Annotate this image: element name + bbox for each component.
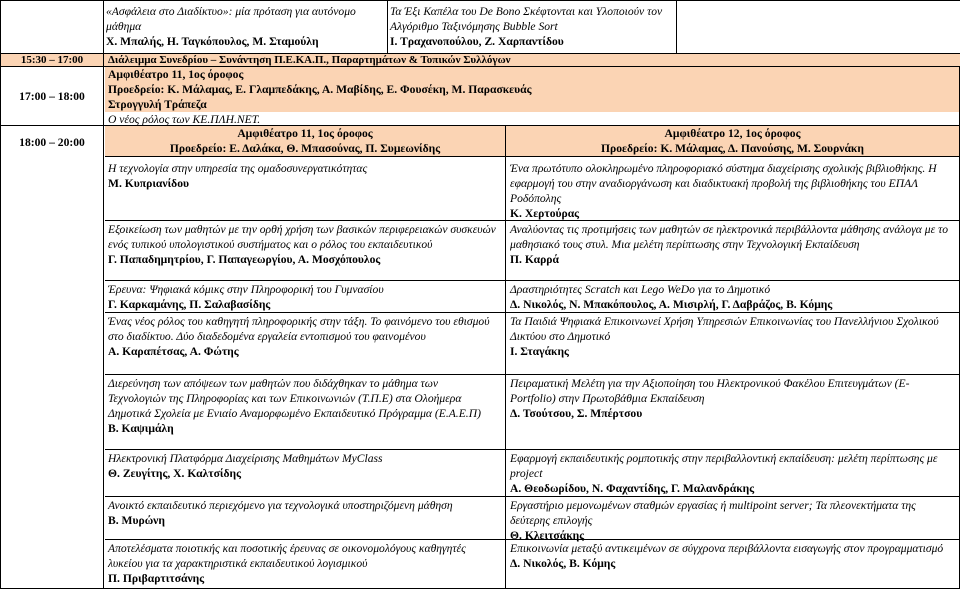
right-paper-5 (510, 376, 955, 421)
paper-authors: Χ. Μπαλής, Η. Ταγκόπουλος, Μ. Σταμούλη (106, 35, 319, 48)
right-paper-3 (510, 282, 955, 312)
paper-separator (105, 220, 959, 221)
chair-label: Προεδρείο: Κ. Μάλαμας, Ε. Γλαμπεδάκης, Α. Μαβίδης, Ε. Φουσέκη, Μ. Παρασκευάς (108, 83, 532, 96)
paper-title: Εξοικείωση των μαθητών με την ορθή χρήση των βασικών περιφερειακών συσκευών ενός τυπικού υπολογιστικού συστήματος και ο ρόλος του εκπαιδευτικού (108, 223, 496, 251)
right-paper-8 (510, 541, 955, 571)
top-left-paper (106, 4, 386, 49)
break-time: 15:30 – 17:00 (0, 54, 104, 66)
paper-authors: Θ. Ζευγίτης, Χ. Καλτσίδης (108, 467, 242, 480)
round-table-row (0, 67, 960, 126)
right-paper-1 (510, 161, 955, 221)
paper-authors: Α. Καραπέτσας, Α. Φώτης (108, 345, 239, 358)
left-paper-7 (108, 498, 503, 528)
left-paper-2 (108, 222, 498, 267)
top-papers-row (0, 0, 960, 54)
time-cell-empty (0, 1, 104, 53)
paper-title: Διερεύνηση των απόψεων των μαθητών που διδάχθηκαν το μάθημα των Τεχνολογιών της Πληροφορίας και των Επικοινωνιών (Τ.Π.Ε) στα Ολοήμερα Δημοτικά Σχολεία με Ενιαίο Αναμορφωμένο Εκπαιδευτικό Πρόγραμμα (Ε.Α.Ε.Π) (108, 377, 481, 420)
paper-title: Ένα πρωτότυπο ολοκληρωμένο πληροφοριακό σύστημα διαχείρισης σχολικής βιβλιοθήκης. Η εφαρμογή του στην αναδιοργάνωση και διαδικτυακή προβολή της βιβλιοθήκης του ΕΠΑΛ Ροδόπολης (510, 162, 937, 205)
paper-authors: Β. Μυρώνη (108, 514, 165, 527)
left-chair: Προεδρείο: Ε. Δαλάκα, Θ. Μπασούνας, Π. Συμεωνίδης (169, 142, 441, 155)
top-divider (387, 1, 388, 53)
left-paper-3 (108, 282, 498, 312)
paper-authors: Π. Καρρά (510, 253, 559, 266)
break-label: Διάλειμμα Συνεδρίου – Συνάντηση Π.Ε.ΚΑ.Π., Παραρτημάτων & Τοπικών Συλλόγων (108, 54, 511, 66)
left-session-header (105, 126, 505, 157)
round-table-time: 17:00 – 18:00 (0, 67, 104, 125)
right-chair: Προεδρείο: Κ. Μάλαμας, Δ. Πανούσης, Μ. Σουρνάκη (601, 142, 864, 155)
paper-authors: Α. Θεοδωρίδου, Ν. Φαχαντίδης, Γ. Μαλανδράκης (510, 482, 755, 495)
paper-separator (105, 539, 959, 540)
paper-authors: Δ. Νικολός, Ν. Μπακόπουλος, Α. Μισιρλή, Γ. Δαβράζος, Β. Κόμης (510, 298, 833, 311)
paper-authors: Δ. Νικολός, Β. Κόμης (510, 557, 616, 570)
left-paper-6 (108, 451, 498, 481)
paper-title: Τα Παιδιά Ψηφιακά Επικοινωνεί Χρήση Υπηρεσιών Επικοινωνίας του Πανελλήνιου Σχολικού Δικτύου στο Δημοτικό (510, 315, 939, 343)
right-paper-7 (510, 498, 955, 543)
right-paper-6 (510, 451, 955, 496)
session-time-label: 18:00 – 20:00 (19, 136, 85, 149)
paper-separator (105, 312, 959, 313)
paper-title: Πειραματική Μελέτη για την Αξιοποίηση του Ηλεκτρονικού Φακέλου Επιτευγμάτων (E-Portfolio) στην Πρωτοβάθμια Εκπαίδευση (510, 377, 910, 405)
left-paper-1 (108, 161, 498, 191)
paper-title: «Ασφάλεια στο Διαδίκτυο»: μία πρόταση για αυτόνομο μάθημα (106, 5, 356, 33)
left-paper-5 (108, 376, 498, 436)
break-row (0, 54, 960, 67)
right-paper-2 (510, 222, 955, 267)
paper-title: Ανοικτό εκπαιδευτικό περιεχόμενο για τεχνολογικά υποστηριζόμενη μάθηση (108, 499, 453, 512)
paper-authors: Κ. Χερτούρας (510, 207, 580, 220)
right-room: Αμφιθέατρο 12, 1ος όροφος (664, 127, 801, 140)
paper-separator (105, 496, 959, 497)
paper-authors: Δ. Τσούτσου, Σ. Μπέρτσου (510, 407, 643, 420)
paper-authors: Ι. Τραχανοπούλου, Ζ. Χαρπαντίδου (390, 35, 564, 48)
session-divider (505, 126, 506, 588)
round-table-subtitle: Ο νέος ρόλος των ΚΕ.ΠΛΗ.ΝΕΤ. (108, 113, 261, 126)
paper-title: Έρευνα: Ψηφιακά κόμικς στην Πληροφορική του Γυμνασίου (108, 283, 384, 296)
round-table-content (108, 67, 948, 127)
paper-title: Εφαρμογή εκπαιδευτικής ρομποτικής στην περιβαλλοντική εκπαίδευση: μελέτη περίπτωσης με project (510, 452, 938, 480)
paper-separator (105, 449, 959, 450)
session-time (0, 126, 104, 588)
paper-authors: Π. Πριβαρτιτσάνης (108, 572, 205, 585)
left-room: Αμφιθέατρο 11, 1ος όροφος (237, 127, 373, 140)
round-table-title: Στρογγυλή Τράπεζα (108, 98, 207, 111)
paper-authors: Γ. Παπαδημητρίου, Γ. Παπαγεωργίου, Α. Μοσχόπουλος (108, 253, 381, 266)
paper-authors: Ι. Σταγάκης (510, 345, 569, 358)
paper-title: Επικοινωνία μεταξύ αντικειμένων σε σύγχρονα περιβάλλοντα εισαγωγής στον προγραμματισμό (510, 542, 944, 555)
paper-title: Αποτελέσματα ποιοτικής και ποσοτικής έρευνας σε οικονομολόγους καθηγητές λυκείου για τα χαρακτηριστικά εκπαιδευτικού λογισμικού (108, 542, 466, 570)
paper-title: Η τεχνολογία στην υπηρεσία της ομαδοσυνεργατικότητας (108, 162, 368, 175)
left-paper-4 (108, 314, 498, 359)
session-row (0, 126, 960, 589)
paper-title: Ηλεκτρονική Πλατφόρμα Διαχείρισης Μαθημάτων MyClass (108, 452, 383, 465)
paper-authors: Μ. Κυπριανίδου (108, 177, 190, 190)
left-paper-8 (108, 541, 498, 586)
room-label: Αμφιθέατρο 11, 1ος όροφος (108, 68, 244, 81)
top-right-edge (676, 1, 677, 53)
paper-authors: Θ. Κλειτσάκης (510, 529, 585, 542)
paper-title: Τα Έξι Καπέλα του De Bono Σκέφτονται και Υλοποιούν τον Αλγόριθμο Ταξινόμησης Bubble Sort (390, 5, 663, 33)
paper-authors: Γ. Καρκαμάνης, Π. Σαλαβασίδης (108, 298, 271, 311)
paper-title: Εργαστήριο μεμονωμένων σταθμών εργασίας ή multipoint server; Τα πλεονεκτήματα της δεύτερης επιλογής (510, 499, 916, 527)
right-session-header (506, 126, 959, 157)
right-paper-4 (510, 314, 955, 359)
paper-separator (105, 280, 959, 281)
top-right-paper (390, 4, 675, 49)
paper-title: Αναλύοντας τις προτιμήσεις των μαθητών σε ηλεκτρονικά περιβάλλοντα μάθησης ανάλογα με το μαθησιακό τους στυλ. Μια μελέτη περίπτωσης στην Τεχνολογική Εκπαίδευση (510, 223, 949, 251)
paper-separator (105, 374, 959, 375)
paper-title: Ένας νέος ρόλος του καθηγητή πληροφορικής στην τάξη. Το φαινόμενο του εθισμού στο διαδίκτυο. Δύο διαδεδομένα εργαλεία εντοπισμού του φαινομένου (108, 315, 490, 343)
paper-authors: Β. Καψιμάλη (108, 422, 174, 435)
paper-title: Δραστηριότητες Scratch και Lego WeDo για το Δημοτικό (510, 283, 771, 296)
